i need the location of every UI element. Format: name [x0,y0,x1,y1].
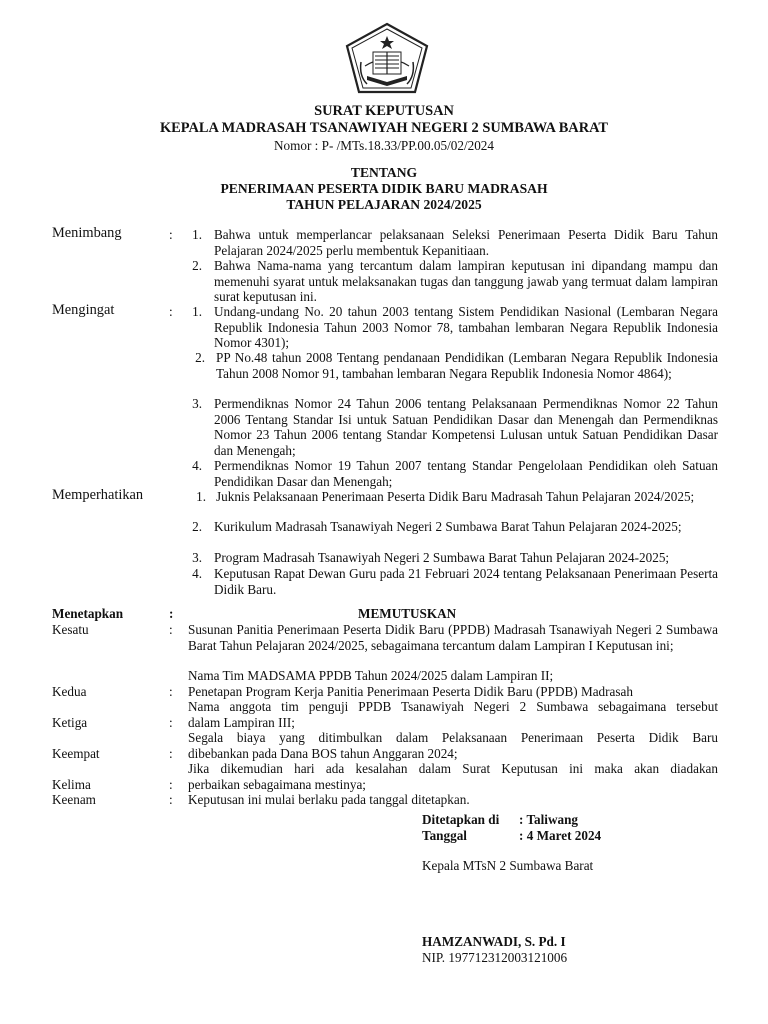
keempat-label: Keempat [52,746,100,761]
doc-number: Nomor : P- /MTs.18.33/PP.00.05/02/2024 [274,138,494,153]
memperhatikan-item-1: Juknis Pelaksanaan Penerimaan Peserta Didik Baru Madrasah Tahun Pelajaran 2024/2025; [216,489,695,504]
kesatu-label: Kesatu [52,622,89,637]
mengingat-item-1: Undang-undang No. 20 tahun 2003 tentang Sistem Pendidikan Nasional (Lembaran Negara Republik Indonesia Tahun 2003 Nomor 78, tambahan lembaran Negara Republik Indonesia Nomor 4301); [214,304,718,350]
about-line-1: PENERIMAAN PESERTA DIDIK BARU MADRASAH [220,181,548,196]
mengingat-num-3: 3. [192,396,202,411]
ketiga-label: Ketiga [52,715,88,730]
kelima-label: Kelima [52,777,91,792]
mengingat-num-4: 4. [192,458,202,473]
tentang-heading: TENTANG [350,165,418,180]
mengingat-colon: : [169,304,173,319]
memperhatikan-num-4: 4. [192,566,202,581]
kedua-extra: Nama anggota tim penguji PPDB Tsanawiyah Negeri 2 Sumbawa sebagaimana tersebut [188,699,718,714]
about-line-2: TAHUN PELAJARAN 2024/2025 [286,197,482,212]
doc-title: SURAT KEPUTUSAN [314,103,454,119]
memperhatikan-item-3: Program Madrasah Tsanawiyah Negeri 2 Sumbawa Barat Tahun Pelajaran 2024-2025; [214,550,670,565]
menimbang-item-1: Bahwa untuk memperlancar pelaksanaan Seleksi Penerimaan Peserta Didik Baru Tahun Pelajaran 2024/2025 perlu membentuk Kepanitiaan. [214,227,718,258]
signer-name: HAMZANWADI, S. Pd. I [422,934,566,949]
keenam-text: Keputusan ini mulai berlaku pada tanggal ditetapkan. [188,792,470,807]
place-value: : Taliwang [519,812,579,827]
menimbang-num-2: 2. [192,258,202,273]
menetapkan-colon: : [169,606,174,621]
signer-nip: NIP. 197712312003121006 [422,950,568,965]
kedua-colon: : [169,684,173,699]
signer-position: Kepala MTsN 2 Sumbawa Barat [422,858,594,873]
ketiga-colon: : [169,715,173,730]
mengingat-item-2: PP No.48 tahun 2008 Tentang pendanaan Pendidikan (Lembaran Negara Republik Indonesia Tahun 2008 Nomor 91, tambahan lembaran Negara Republik Indonesia Nomor 4864); [216,350,718,381]
memperhatikan-label: Memperhatikan [52,487,144,503]
kelima-colon: : [169,777,173,792]
kesatu-colon: : [169,622,173,637]
mengingat-label: Mengingat [52,302,115,318]
memutuskan-heading: MEMUTUSKAN [358,606,457,621]
kedua-label: Kedua [52,684,87,699]
keenam-colon: : [169,792,173,807]
memperhatikan-num-2: 2. [192,519,202,534]
memperhatikan-num-3: 3. [192,550,202,565]
place-label: Ditetapkan di [422,812,500,827]
ketiga-extra: Segala biaya yang ditimbulkan dalam Pelaksanaan Penerimaan Peserta Didik Baru [188,730,718,745]
menimbang-label: Menimbang [52,225,122,241]
mengingat-num-1: 1. [192,304,202,319]
keenam-label: Keenam [52,792,96,807]
menetapkan-label: Menetapkan [52,606,124,621]
kesatu-text: Susunan Panitia Penerimaan Peserta Didik Baru (PPDB) Madrasah Tsanawiyah Negeri 2 Sumbawa Barat Tahun Pelajaran 2024/2025, sebagaimana tercantum dalam Lampiran I Keputusan ini; [188,622,718,653]
kelima-text: perbaikan sebagaimana mestinya; [188,777,366,792]
date-label: Tanggal [422,828,467,843]
menimbang-colon: : [169,227,173,242]
date-value: : 4 Maret 2024 [519,828,602,843]
mengingat-num-2: 2. [195,350,205,365]
kedua-text: Penetapan Program Kerja Panitia Penerimaan Peserta Didik Baru (PPDB) Madrasah [188,684,633,699]
mengingat-item-4: Permendiknas Nomor 19 Tahun 2007 tentang Standar Pengelolaan Pendidikan oleh Satuan Pendidikan Dasar dan Menengah; [214,458,718,489]
memperhatikan-item-4: Keputusan Rapat Dewan Guru pada 21 Februari 2024 tentang Pelaksanaan Penerimaan Peserta Didik Baru. [214,566,718,597]
mengingat-item-3: Permendiknas Nomor 24 Tahun 2006 tentang Pelaksanaan Permendiknas Nomor 22 Tahun 2006 Tentang Standar Isi untuk Satuan Pendidikan Dasar dan Menengah dan Permendiknas Nomor 23 Tahun 2006 tentang Standar Kompetensi Lulusan untuk Satuan Pendidikan Dasar dan Menengah; [214,396,718,458]
memperhatikan-item-2: Kurikulum Madrasah Tsanawiyah Negeri 2 Sumbawa Barat Tahun Pelajaran 2024-2025; [214,519,682,534]
keempat-colon: : [169,746,173,761]
menimbang-num-1: 1. [192,227,202,242]
menimbang-item-2: Bahwa Nama-nama yang tercantum dalam lampiran keputusan ini dipandang mampu dan memenuhi syarat untuk melaksanakan tugas dan tanggung jawab yang termuat dalam lampiran surat keputusan ini. [214,258,718,304]
keempat-extra: Jika dikemudian hari ada kesalahan dalam Surat Keputusan ini maka akan diadakan [188,761,718,776]
keempat-text: dibebankan pada Dana BOS tahun Anggaran 2024; [188,746,458,761]
doc-subtitle: KEPALA MADRASAH TSANAWIYAH NEGERI 2 SUMBAWA BARAT [159,120,609,136]
ketiga-text: dalam Lampiran III; [188,715,295,730]
memperhatikan-num-1: 1. [196,489,206,504]
kemenag-logo [345,22,429,94]
kesatu-extra: Nama Tim MADSAMA PPDB Tahun 2024/2025 dalam Lampiran II; [188,668,554,683]
